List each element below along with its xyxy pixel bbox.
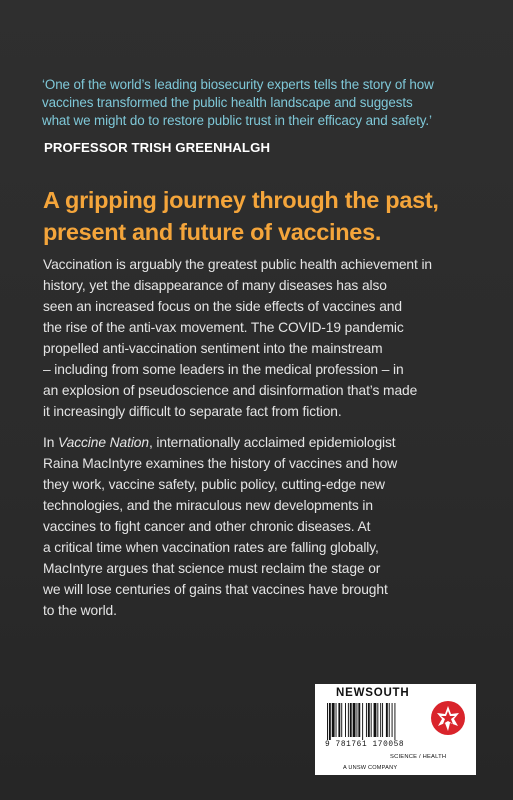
- barcode-bar: [392, 703, 393, 737]
- barcode-bar: [389, 703, 390, 737]
- quote-line: what we might do to restore public trust in their efficacy and safety.’: [42, 113, 432, 128]
- book-title: Vaccine Nation: [58, 435, 149, 450]
- blurb-line: Vaccination is arguably the greatest public health achievement in: [43, 257, 432, 272]
- blurb-line: propelled anti-vaccination sentiment into the mainstream: [43, 341, 383, 356]
- blurb-line: MacIntyre argues that science must reclaim the stage or: [43, 561, 381, 576]
- blurb-line: seen an increased focus on the side effects of vaccines and: [43, 299, 402, 314]
- barcode-bar: [356, 703, 357, 737]
- blurb-paragraph-1: [43, 254, 488, 422]
- publisher-logo-icon: [430, 700, 466, 736]
- blurb-line-rest: , internationally acclaimed epidemiologist: [148, 435, 396, 450]
- headline-line: A gripping journey through the past,: [43, 187, 439, 213]
- publisher-barcode-box: [315, 684, 476, 775]
- barcode-bar: [345, 703, 346, 737]
- barcode-bar: [353, 703, 356, 737]
- blurb-line: to the world.: [43, 603, 117, 618]
- blurb-line: we will lose centuries of gains that vaccines have brought: [43, 582, 388, 597]
- barcode-bar: [368, 703, 370, 737]
- blurb-line: they work, vaccine safety, public policy, cutting-edge new: [43, 477, 385, 492]
- blurb-line: technologies, and the miraculous new developments in: [43, 498, 373, 513]
- isbn-digits: 9 781761 170058: [325, 741, 405, 749]
- blurb-line: an explosion of pseudoscience and disinformation that’s made: [43, 383, 418, 398]
- publisher-name: NEWSOUTH: [336, 687, 410, 699]
- barcode-bar: [329, 703, 331, 740]
- endorsement-quote: [42, 76, 482, 130]
- barcode-bar: [382, 703, 383, 737]
- barcode-bar: [362, 703, 363, 740]
- blurb-line: the rise of the anti-vax movement. The COVID-19 pandemic: [43, 320, 404, 335]
- barcode-bar: [380, 703, 381, 737]
- publisher-tagline: A UNSW COMPANY: [343, 765, 398, 771]
- barcode-bar: [374, 703, 377, 737]
- blurb-line: a critical time when vaccination rates are falling globally,: [43, 540, 379, 555]
- barcode-bar: [371, 703, 372, 737]
- barcode-bar: [377, 703, 378, 737]
- blurb-line: history, yet the disappearance of many diseases has also: [43, 278, 387, 293]
- blurb-line: vaccines to fight cancer and other chronic diseases. At: [43, 519, 371, 534]
- category-label: SCIENCE / HEALTH: [390, 754, 447, 760]
- blurb-line: it increasingly difficult to separate fact from fiction.: [43, 404, 342, 419]
- barcode-bar: [394, 703, 395, 740]
- barcode-bar: [338, 703, 340, 737]
- quote-line: vaccines transformed the public health landscape and suggests: [42, 95, 413, 110]
- barcode-bar: [336, 703, 337, 737]
- barcode-bar: [350, 703, 352, 737]
- blurb-paragraph-2: [43, 432, 488, 621]
- barcode-bar: [358, 703, 360, 737]
- quote-line: ‘One of the world’s leading biosecurity experts tells the story of how: [42, 77, 434, 92]
- barcode: [326, 703, 421, 740]
- barcode-bar: [386, 703, 388, 737]
- blurb-prefix: In: [43, 435, 59, 450]
- barcode-bar: [327, 703, 328, 740]
- barcode-bar: [348, 703, 349, 737]
- quote-author: PROFESSOR TRISH GREENHALGH: [44, 140, 271, 155]
- barcode-bar: [332, 703, 335, 737]
- barcode-bar: [341, 703, 342, 737]
- headline-line: present and future of vaccines.: [43, 219, 382, 245]
- blurb-line: [43, 432, 488, 453]
- headline: [43, 184, 483, 248]
- barcode-bar: [366, 703, 367, 737]
- blurb-line: Raina MacIntyre examines the history of vaccines and how: [43, 456, 398, 471]
- blurb-line: – including from some leaders in the medical profession – in: [43, 362, 404, 377]
